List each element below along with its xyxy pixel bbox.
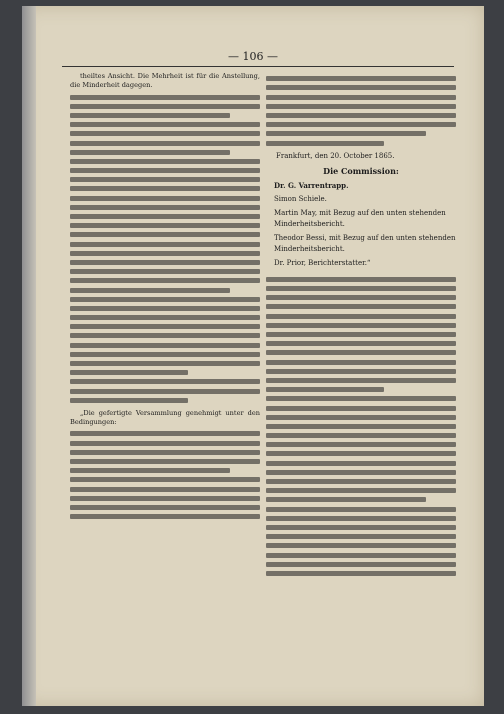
left-resolution-heading: „Die gefertigte Versammlung genehmigt unter den Bedingungen: bbox=[70, 408, 260, 426]
right-body-block-2 bbox=[266, 396, 456, 502]
commission-title: Die Commission: bbox=[323, 165, 399, 176]
left-opening: theiltes Ansicht. Die Mehrheit ist für die Anstellung, die Minderheit dagegen. bbox=[70, 72, 260, 90]
left-body-block-4 bbox=[70, 379, 260, 402]
left-body-block-3 bbox=[70, 297, 260, 376]
left-column bbox=[70, 72, 260, 523]
document-page bbox=[22, 6, 484, 706]
scan-edge bbox=[22, 6, 36, 706]
place-date: Frankfurt, den 20. October 1865. bbox=[276, 151, 395, 160]
right-body-block-1 bbox=[266, 277, 456, 392]
member-2: Martin May, mit Bezug auf den unten stehenden Minderheitsbericht. bbox=[274, 208, 446, 228]
page-number: — 106 — bbox=[228, 50, 278, 63]
right-top-block bbox=[266, 76, 456, 145]
left-condition-1 bbox=[70, 431, 260, 473]
left-body-block-2 bbox=[70, 159, 260, 293]
left-condition-2 bbox=[70, 477, 260, 519]
member-3: Theodor Bessi, mit Bezug auf den unten stehenden Minderheitsbericht. bbox=[274, 233, 456, 253]
member-1: Simon Schiele. bbox=[274, 194, 327, 203]
member-4: Dr. Prior, Berichterstatter.“ bbox=[274, 258, 371, 267]
member-0: Dr. G. Varrentrapp. bbox=[274, 180, 349, 190]
right-body-block-3 bbox=[266, 507, 456, 576]
header-rule bbox=[62, 66, 454, 67]
left-body-block-1 bbox=[70, 95, 260, 155]
right-column bbox=[266, 72, 456, 580]
